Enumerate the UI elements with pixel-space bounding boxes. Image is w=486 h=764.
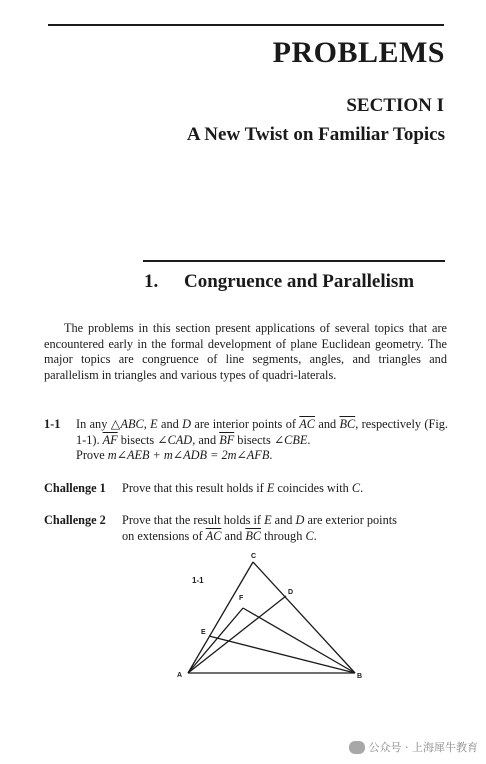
math: E [264, 513, 272, 527]
challenge-1 [44, 481, 448, 497]
challenge-2 [44, 513, 448, 544]
text: , [143, 417, 151, 431]
point-label-e: E [201, 629, 206, 636]
segment-be [209, 636, 355, 673]
segment-bc [253, 562, 355, 673]
segment: $\overline{AC}$ [205, 528, 222, 543]
text: . [269, 448, 273, 463]
watermark-text: 公众号 · 上海犀牛教育 [368, 741, 478, 754]
segment-bf [243, 608, 355, 673]
math: ABC [120, 417, 144, 431]
text: . [360, 481, 364, 495]
top-rule [48, 24, 444, 26]
intro-line: and triangles and parallelism in triangles and various types of quadri- [44, 352, 447, 382]
figure-1-1 [170, 548, 380, 688]
text: through [261, 528, 306, 543]
math: D [182, 417, 191, 431]
math: CAD [167, 432, 193, 447]
text: and [271, 513, 296, 527]
intro-line: The problems in this section present applications of several topics [64, 321, 404, 335]
text: and [221, 528, 246, 543]
text: . [307, 432, 311, 447]
text: and [157, 417, 183, 431]
point-label-d: D [288, 589, 294, 596]
text: coincides with [274, 481, 352, 495]
segment: $\overline{AC}$ [299, 417, 316, 431]
challenge-text [122, 481, 448, 497]
text: , and [192, 432, 220, 447]
segment-af [188, 608, 243, 673]
point-label-f: F [239, 595, 244, 602]
point-label-b: B [357, 673, 363, 680]
intro-paragraph [44, 321, 447, 383]
point-label-a: A [177, 672, 183, 679]
segment: $\overline{AF}$ [102, 432, 118, 447]
math: CBE [284, 432, 308, 447]
text: are exterior points [304, 513, 397, 527]
figure-label: 1-1 [192, 576, 204, 585]
text: Prove that the result holds if [122, 513, 265, 527]
intro-line: geometry. The major topics are congruence of line segments, angles, [44, 336, 448, 367]
challenge-label: Challenge 2 [44, 513, 106, 527]
chapter-rule [143, 260, 445, 262]
text: In any △ [76, 417, 121, 431]
chapter-title: Congruence and Parallelism [184, 271, 415, 292]
text: Prove [76, 448, 108, 463]
intro-line: laterals. [297, 367, 337, 382]
intro-text [44, 321, 447, 383]
section-subtitle: A New Twist on Familiar Topics [186, 124, 445, 145]
challenge-label: Challenge 1 [44, 481, 106, 495]
watermark [349, 739, 479, 755]
intro-line: that are encountered early in the formal development of plane Euclidean [44, 321, 447, 351]
math: C [351, 481, 361, 495]
challenge-text [122, 513, 448, 544]
text: bisects ∠ [234, 432, 285, 447]
text: on extensions of [122, 528, 206, 543]
text: Prove that this result holds if [122, 481, 267, 495]
problem-number: 1-1 [44, 417, 61, 431]
text: bisects ∠ [117, 432, 168, 447]
page-title: PROBLEMS [272, 36, 445, 69]
chapter-number: 1. [144, 271, 159, 292]
problem-1-1 [44, 417, 448, 464]
point-label-c: C [251, 553, 257, 560]
math: m∠AEB + m∠ADB = 2m∠AFB [107, 448, 270, 463]
segment: $\overline{BC}$ [339, 417, 356, 431]
text: are interior points of [191, 417, 300, 431]
segment: $\overline{BF}$ [219, 432, 235, 447]
math: E [150, 417, 158, 431]
chapter-heading [144, 271, 414, 293]
wechat-icon [349, 741, 365, 754]
math: C [305, 528, 314, 543]
problem-text [76, 417, 448, 464]
section-heading: SECTION I [346, 95, 444, 116]
math: D [295, 513, 305, 527]
math: E [266, 481, 275, 495]
text: . [313, 528, 317, 543]
text: respectively (Fig. 1-1). [76, 417, 448, 447]
segment: $\overline{BC}$ [245, 528, 262, 543]
text: and [315, 417, 340, 431]
text: , [355, 417, 359, 431]
